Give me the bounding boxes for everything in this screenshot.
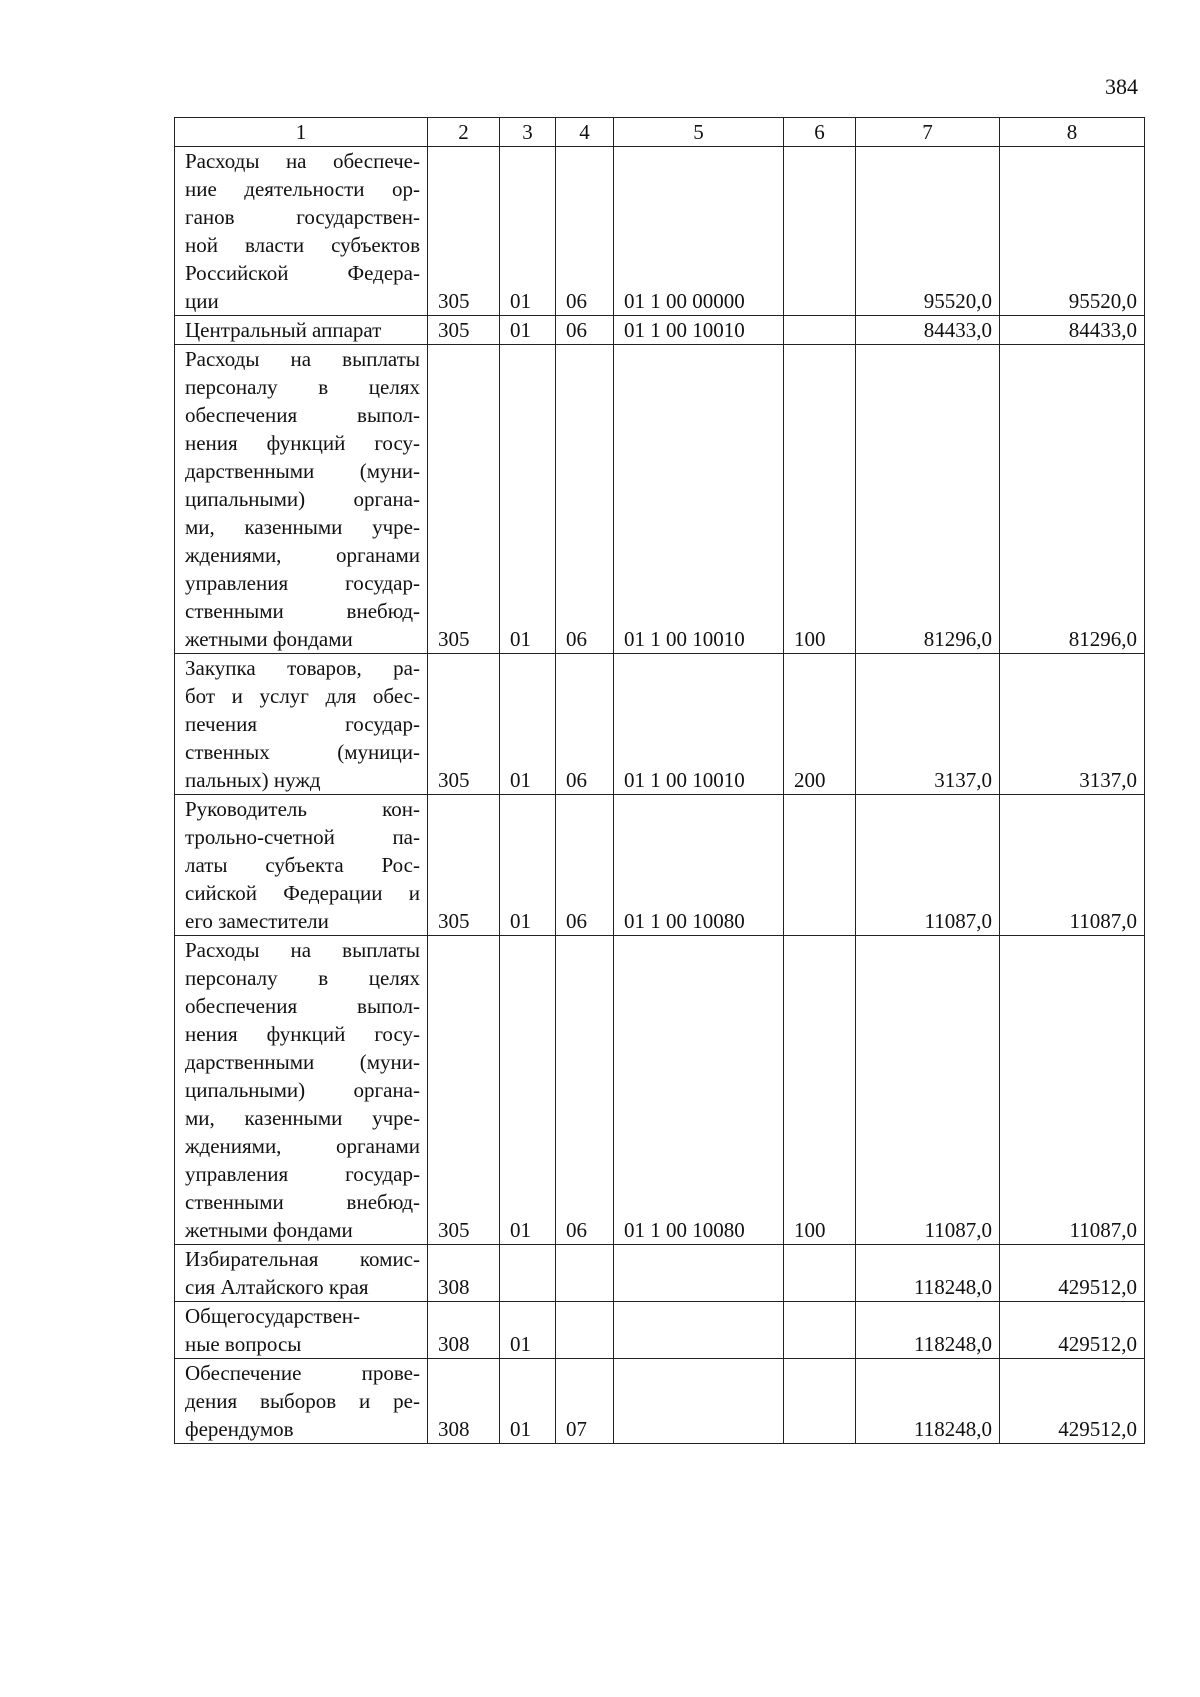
cell-c2: 308 bbox=[428, 1245, 500, 1302]
cell-c5 bbox=[614, 1302, 784, 1359]
cell-c8: 429512,0 bbox=[1000, 1359, 1145, 1444]
cell-c2: 305 bbox=[428, 316, 500, 345]
cell-c5: 01 1 00 10010 bbox=[614, 654, 784, 795]
row-name-line: ферендумов bbox=[185, 1417, 294, 1441]
cell-c4: 06 bbox=[556, 345, 614, 654]
cell-c3: 01 bbox=[500, 936, 556, 1245]
cell-c5 bbox=[614, 1359, 784, 1444]
row-name-line: персоналу в целях bbox=[185, 375, 420, 399]
row-name-line: персоналу в целях bbox=[185, 966, 420, 990]
cell-c5 bbox=[614, 1245, 784, 1302]
row-name-line: Расходы на выплаты bbox=[185, 938, 420, 962]
cell-c3: 01 bbox=[500, 654, 556, 795]
cell-c8: 84433,0 bbox=[1000, 316, 1145, 345]
cell-c2: 305 bbox=[428, 345, 500, 654]
cell-c6 bbox=[784, 147, 856, 316]
row-name-cell bbox=[175, 1245, 428, 1302]
cell-c6: 100 bbox=[784, 936, 856, 1245]
header-cell: 6 bbox=[784, 118, 856, 147]
cell-c8: 81296,0 bbox=[1000, 345, 1145, 654]
cell-c6 bbox=[784, 1359, 856, 1444]
cell-c7: 118248,0 bbox=[856, 1359, 1000, 1444]
table-row bbox=[175, 147, 1145, 316]
row-name-cell bbox=[175, 147, 428, 316]
row-name-line: Обеспечение прове- bbox=[185, 1361, 420, 1385]
cell-c7: 11087,0 bbox=[856, 795, 1000, 936]
row-name-line: обеспечения выпол- bbox=[185, 403, 420, 427]
row-name-line: ные вопросы bbox=[185, 1332, 302, 1356]
cell-c3: 01 bbox=[500, 795, 556, 936]
cell-c8: 429512,0 bbox=[1000, 1245, 1145, 1302]
row-name-line: ние деятельности ор- bbox=[185, 177, 420, 201]
row-name-line: ции bbox=[185, 289, 219, 313]
row-name-line: ждениями, органами bbox=[185, 543, 420, 567]
cell-c4: 06 bbox=[556, 316, 614, 345]
row-name-line: нения функций госу- bbox=[185, 1022, 420, 1046]
cell-c7: 118248,0 bbox=[856, 1302, 1000, 1359]
header-cell: 3 bbox=[500, 118, 556, 147]
header-cell: 7 bbox=[856, 118, 1000, 147]
row-name-line: дения выборов и ре- bbox=[185, 1389, 420, 1413]
cell-c3: 01 bbox=[500, 316, 556, 345]
row-name-line: Расходы на выплаты bbox=[185, 347, 420, 371]
cell-c2: 305 bbox=[428, 654, 500, 795]
cell-c5: 01 1 00 10080 bbox=[614, 795, 784, 936]
cell-c7: 11087,0 bbox=[856, 936, 1000, 1245]
row-name-line: пальных) нужд bbox=[185, 768, 321, 792]
row-name-line: ми, казенными учре- bbox=[185, 1106, 420, 1130]
row-name-line: ципальными) органа- bbox=[185, 487, 420, 511]
cell-c8: 11087,0 bbox=[1000, 936, 1145, 1245]
row-name-cell bbox=[175, 936, 428, 1245]
cell-c8: 3137,0 bbox=[1000, 654, 1145, 795]
cell-c3: 01 bbox=[500, 345, 556, 654]
cell-c2: 308 bbox=[428, 1302, 500, 1359]
cell-c8: 95520,0 bbox=[1000, 147, 1145, 316]
cell-c6 bbox=[784, 795, 856, 936]
table-row bbox=[175, 654, 1145, 795]
row-name-line: сия Алтайского края bbox=[185, 1275, 369, 1299]
cell-c5: 01 1 00 10080 bbox=[614, 936, 784, 1245]
row-name-line: жетными фондами bbox=[185, 1218, 353, 1242]
row-name-line: сийской Федерации и bbox=[185, 881, 420, 905]
row-name-line: печения государ- bbox=[185, 712, 420, 736]
cell-c7: 3137,0 bbox=[856, 654, 1000, 795]
row-name-cell bbox=[175, 316, 428, 345]
row-name-line: нения функций госу- bbox=[185, 431, 420, 455]
header-cell: 5 bbox=[614, 118, 784, 147]
table-row bbox=[175, 1302, 1145, 1359]
cell-c6: 200 bbox=[784, 654, 856, 795]
row-name-line: ципальными) органа- bbox=[185, 1078, 420, 1102]
cell-c8: 11087,0 bbox=[1000, 795, 1145, 936]
cell-c4: 06 bbox=[556, 795, 614, 936]
cell-c7: 118248,0 bbox=[856, 1245, 1000, 1302]
header-cell: 4 bbox=[556, 118, 614, 147]
header-cell: 1 bbox=[175, 118, 428, 147]
header-row bbox=[175, 118, 1145, 147]
cell-c4: 06 bbox=[556, 654, 614, 795]
row-name-line: управления государ- bbox=[185, 1162, 420, 1186]
row-name-line: ственными внебюд- bbox=[185, 599, 420, 623]
row-name-cell bbox=[175, 1302, 428, 1359]
cell-c4 bbox=[556, 1302, 614, 1359]
table-row bbox=[175, 936, 1145, 1245]
cell-c6 bbox=[784, 1245, 856, 1302]
row-name-line: ми, казенными учре- bbox=[185, 515, 420, 539]
cell-c3: 01 bbox=[500, 1302, 556, 1359]
row-name-line: Общегосударствен- bbox=[185, 1304, 361, 1328]
row-name-cell bbox=[175, 654, 428, 795]
table-row bbox=[175, 345, 1145, 654]
cell-c6 bbox=[784, 1302, 856, 1359]
cell-c5: 01 1 00 10010 bbox=[614, 345, 784, 654]
row-name-line: Российской Федера- bbox=[185, 261, 420, 285]
cell-c4 bbox=[556, 1245, 614, 1302]
cell-c4: 06 bbox=[556, 147, 614, 316]
cell-c7: 95520,0 bbox=[856, 147, 1000, 316]
row-name-line: латы субъекта Рос- bbox=[185, 853, 420, 877]
row-name-cell bbox=[175, 795, 428, 936]
row-name-cell bbox=[175, 345, 428, 654]
row-name-line: Центральный аппарат bbox=[185, 318, 382, 342]
cell-c7: 81296,0 bbox=[856, 345, 1000, 654]
cell-c3 bbox=[500, 1245, 556, 1302]
cell-c2: 308 bbox=[428, 1359, 500, 1444]
cell-c6: 100 bbox=[784, 345, 856, 654]
cell-c8: 429512,0 bbox=[1000, 1302, 1145, 1359]
table-row bbox=[175, 1359, 1145, 1444]
cell-c2: 305 bbox=[428, 936, 500, 1245]
row-name-line: ственных (муници- bbox=[185, 740, 420, 764]
row-name-line: ганов государствен- bbox=[185, 205, 420, 229]
row-name-line: Закупка товаров, ра- bbox=[185, 656, 420, 680]
row-name-line: его заместители bbox=[185, 909, 329, 933]
cell-c7: 84433,0 bbox=[856, 316, 1000, 345]
cell-c2: 305 bbox=[428, 795, 500, 936]
cell-c4: 07 bbox=[556, 1359, 614, 1444]
table-body bbox=[175, 118, 1145, 1444]
row-name-line: Руководитель кон- bbox=[185, 797, 420, 821]
table-row bbox=[175, 1245, 1145, 1302]
row-name-line: трольно-счетной па- bbox=[185, 825, 420, 849]
header-cell: 8 bbox=[1000, 118, 1145, 147]
cell-c5: 01 1 00 10010 bbox=[614, 316, 784, 345]
cell-c3: 01 bbox=[500, 147, 556, 316]
row-name-line: управления государ- bbox=[185, 571, 420, 595]
row-name-cell bbox=[175, 1359, 428, 1444]
row-name-line: Расходы на обеспече- bbox=[185, 149, 420, 173]
row-name-line: обеспечения выпол- bbox=[185, 994, 420, 1018]
cell-c3: 01 bbox=[500, 1359, 556, 1444]
table-row bbox=[175, 795, 1145, 936]
cell-c2: 305 bbox=[428, 147, 500, 316]
budget-table bbox=[174, 117, 1145, 1444]
row-name-line: ственными внебюд- bbox=[185, 1190, 420, 1214]
row-name-line: Избирательная комис- bbox=[185, 1247, 420, 1271]
page-number: 384 bbox=[1105, 74, 1138, 99]
cell-c6 bbox=[784, 316, 856, 345]
cell-c4: 06 bbox=[556, 936, 614, 1245]
row-name-line: ждениями, органами bbox=[185, 1134, 420, 1158]
row-name-line: дарственными (муни- bbox=[185, 459, 420, 483]
row-name-line: дарственными (муни- bbox=[185, 1050, 420, 1074]
row-name-line: жетными фондами bbox=[185, 627, 353, 651]
row-name-line: бот и услуг для обес- bbox=[185, 684, 420, 708]
header-cell: 2 bbox=[428, 118, 500, 147]
cell-c5: 01 1 00 00000 bbox=[614, 147, 784, 316]
row-name-line: ной власти субъектов bbox=[185, 233, 420, 257]
table-row bbox=[175, 316, 1145, 345]
